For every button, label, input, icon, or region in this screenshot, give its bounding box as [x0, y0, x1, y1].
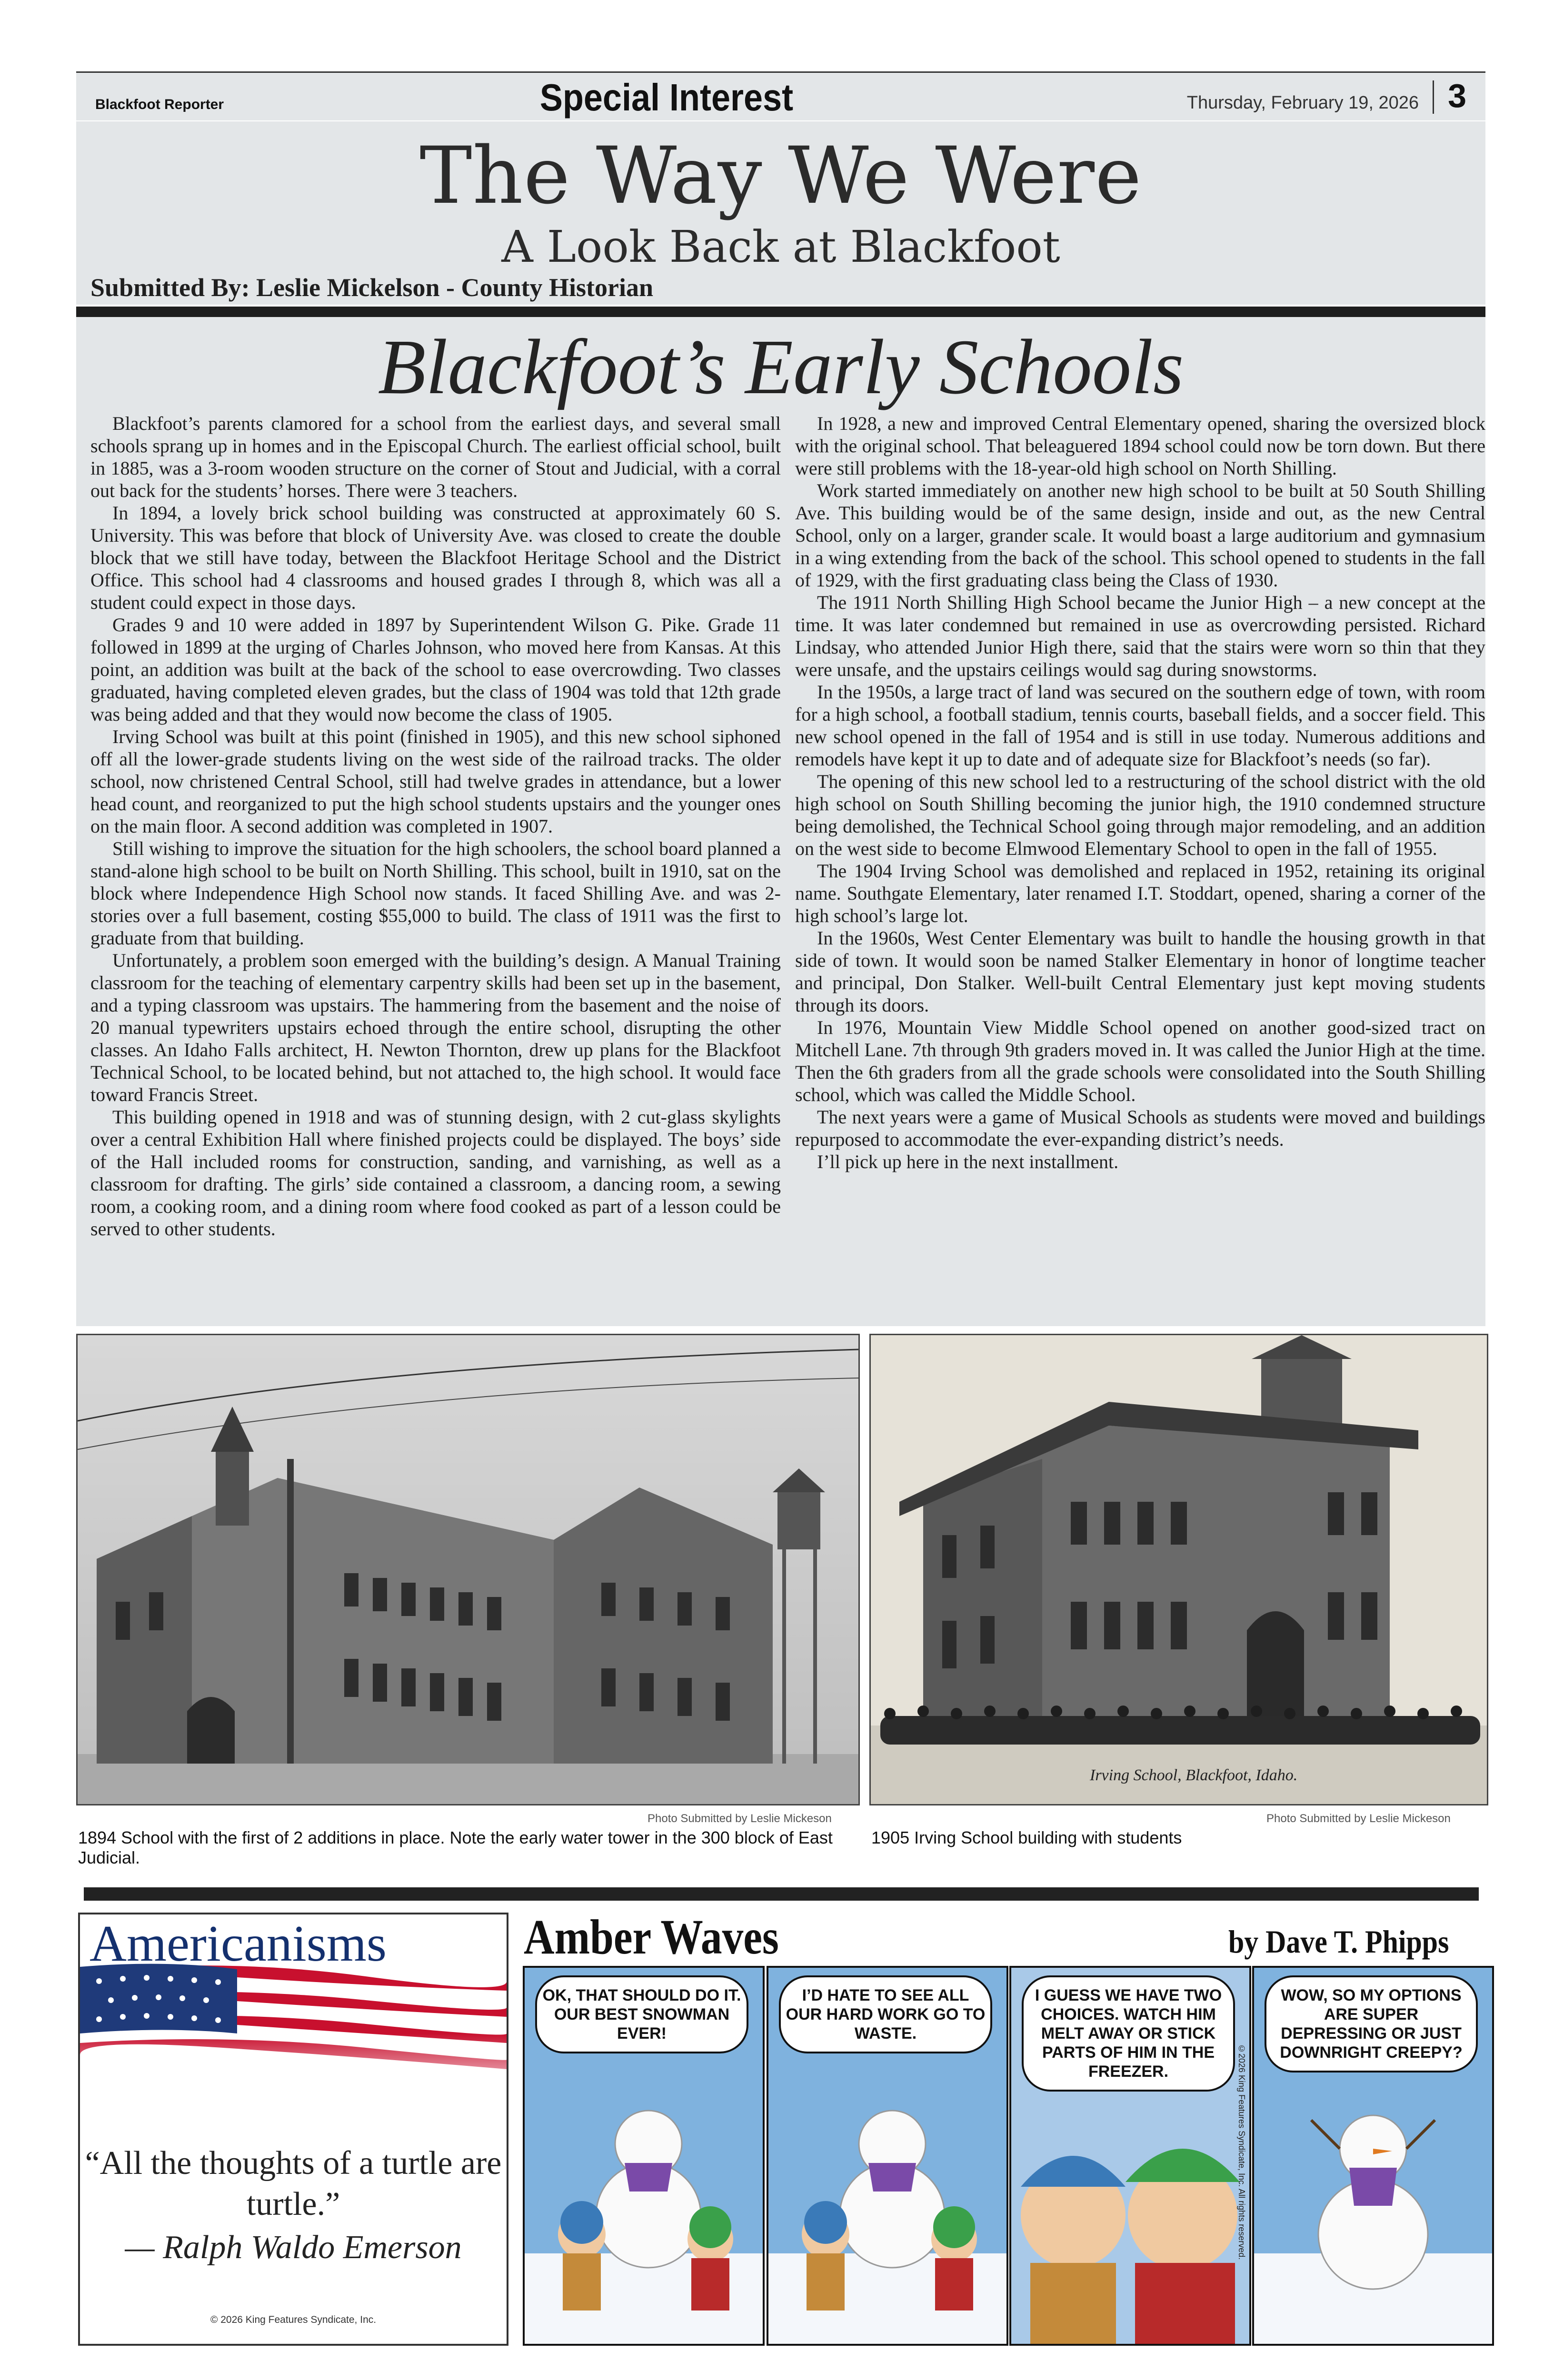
paragraph: In 1894, a lovely brick school building was constructed at approximately 60 S. University. This was before that block of University Ave. was closed to create the double block that we still have today, between the Blackfoot Heritage School and the District Office. This school had 4 classrooms and housed grades I through 8, which was all a student could expect in those days.	[90, 502, 781, 613]
article-column-1	[90, 412, 781, 1240]
page-number: 3	[1448, 77, 1466, 114]
header-strip	[76, 71, 1485, 120]
comic-title: Amber Waves	[524, 1910, 779, 1964]
speech-bubble: I GUESS WE HAVE TWO CHOICES. WATCH HIM MELT AWAY OR STICK PARTS OF HIM IN THE FREEZER.	[1022, 1975, 1235, 2092]
photo-irving-school	[869, 1334, 1488, 1805]
divider	[1433, 80, 1434, 114]
photo-caption: 1905 Irving School building with students	[871, 1828, 1182, 1847]
divider-rule	[84, 1887, 1479, 1901]
comic-panel-3	[1009, 1966, 1251, 2346]
paragraph: Blackfoot’s parents clamored for a school from the earliest days, and several small schools sprang up in homes and in the Episcopal Church. The earliest official school, built in 1885, was a 3-room wooden structure on the corner of Stout and Judicial, with a corral out back for the students’ horses. There were 3 teachers.	[90, 413, 781, 501]
paragraph: In 1928, a new and improved Central Elementary opened, sharing the oversized block with the original school. That beleaguered 1894 school could now be torn down. But there were still problems with the 18-year-old high school on North Shilling.	[795, 413, 1485, 479]
photo-caption: 1894 School with the first of 2 additions in place. Note the early water tower in the 300 block of East Judicial.	[78, 1828, 833, 1867]
paragraph: The 1911 North Shilling High School became the Junior High – a new concept at the time. It was later condemned but remained in use as overcrowding persisted. Richard Lindsay, who attended Junior High there, said that the stairs were worn so thin that they were unsafe, and the upstairs ceilings would sag during snowstorms.	[795, 592, 1485, 680]
paragraph: In the 1950s, a large tract of land was secured on the southern edge of town, with room for a high school, a football stadium, tennis courts, baseball fields, and a soccer field. This new school opened in the fall of 1954 and is still in use today. Numerous additions and remodels have kept it up to date and of adequate size for Blackfoot’s needs (so far).	[795, 681, 1485, 770]
section-title: Special Interest	[539, 76, 794, 119]
paragraph: The 1904 Irving School was demolished and replaced in 1952, retaining its original name. Southgate Elementary, later renamed I.T. Stoddart, opened, sharing a corner of the high school’s large lot.	[795, 860, 1485, 926]
comic-copyright: ©2026 King Features Syndicate, Inc. All rights reserved.	[1237, 2044, 1246, 2260]
paragraph: Still wishing to improve the situation for the high schoolers, the school board planned a stand-alone high school to be built on North Shilling. This school, built in 1910, sat on the block where Independence High School now stands. It faced Shilling Ave. and was 2-stories over a full basement, costing $55,000 to build. The class of 1911 was the first to graduate from that building.	[90, 838, 781, 949]
americanisms-box	[78, 1913, 508, 2346]
comic-byline: by Dave T. Phipps	[1228, 1924, 1449, 1960]
photo-credit: Photo Submitted by Leslie Mickeson	[1266, 1812, 1451, 1825]
masthead	[76, 121, 1485, 305]
quote-text: “All the thoughts of a turtle are turtle.”	[85, 2145, 502, 2222]
paragraph: Irving School was built at this point (finished in 1905), and this new school siphoned off all the lower-grade students living on the west side of the railroad tracks. The older school, now christened Central School, still had twelve grades in attendance, but a lower head count, and reorganized to put the high school students upstairs and the younger ones on the main floor. A second addition was completed in 1907.	[90, 726, 781, 837]
comic-panel-4	[1252, 1966, 1494, 2346]
issue-date: Thursday, February 19, 2026	[1186, 93, 1419, 113]
article-column-2	[795, 412, 1485, 1173]
paragraph: In the 1960s, West Center Elementary was built to handle the housing growth in that side of town. It would soon be named Stalker Elementary in honor of longtime teacher and principal, Don Stalker. Well-built Central Elementary just kept moving students through its doors.	[795, 927, 1485, 1016]
paragraph: The opening of this new school led to a restructuring of the school district with the old high school on South Shilling becoming the junior high, the 1910 condemned structure being demolished, the Technical School going through major remodeling, and an addition on the west side to become Elmwood Elementary School to open in the fall of 1955.	[795, 771, 1485, 859]
photo-inscription: Irving School, Blackfoot, Idaho.	[1090, 1766, 1298, 1784]
divider-rule	[76, 307, 1485, 317]
photo-credit: Photo Submitted by Leslie Mickeson	[648, 1812, 832, 1825]
quote-author: — Ralph Waldo Emerson	[125, 2229, 462, 2266]
americanisms-title: Americanisms	[90, 1915, 387, 1972]
masthead-subtitle: A Look Back at Blackfoot	[501, 221, 1060, 272]
paragraph: I’ll pick up here in the next installment.	[817, 1151, 1119, 1172]
speech-bubble: OK, THAT SHOULD DO IT. OUR BEST SNOWMAN EVER!	[535, 1975, 748, 2053]
paragraph: This building opened in 1918 and was of stunning design, with 2 cut-glass skylights over a central Exhibition Hall where finished projects could be displayed. The boys’ side of the Hall included rooms for construction, sanding, and varnishing, as well as a classroom for drafting. The girls’ side contained a classroom, a dancing room, a sewing room, a cooking room, and a dining room where food cooked as part of a lesson could be served to other students.	[90, 1106, 781, 1240]
photo-1894-school	[76, 1334, 860, 1805]
paragraph: Work started immediately on another new high school to be built at 50 South Shilling Ave. This building would be of the same design, inside and out, as the new Central School, only on a larger, grander scale. It would boast a large auditorium and gymnasium in a wing extending from the back of the school. This school opened to students in the fall of 1929, with the first graduating class being the Class of 1930.	[795, 480, 1485, 591]
paragraph: Unfortunately, a problem soon emerged with the building’s design. A Manual Training classroom for the teaching of elementary carpentry skills had been set up in the basement, and a typing classroom was upstairs. The hammering from the basement and the noise of 20 manual typewriters upstairs echoed through the entire school, disrupting the other classes. An Idaho Falls architect, H. Newton Thornton, drew up plans for the Blackfoot Technical School, to be located behind, but not attached to, the high school. It would face toward Francis Street.	[90, 950, 781, 1105]
paper-name: Blackfoot Reporter	[95, 97, 224, 112]
comic-panel-2	[767, 1966, 1008, 2346]
paragraph: In 1976, Mountain View Middle School opened on another good-sized tract on Mitchell Lane. 7th through 9th graders moved in. It was called the Junior High at the time. Then the 6th graders from all the grade schools were consolidated into the South Shilling school, which was called the Middle School.	[795, 1017, 1485, 1105]
paragraph: The next years were a game of Musical Schools as students were moved and buildings repurposed to accommodate the ever-expanding district’s needs.	[795, 1106, 1485, 1150]
masthead-title: The Way We Were	[419, 130, 1142, 221]
article	[76, 317, 1485, 1326]
article-headline: Blackfoot’s Early Schools	[378, 323, 1184, 410]
copyright: © 2026 King Features Syndicate, Inc.	[210, 2314, 377, 2325]
irving-school-illustration	[871, 1335, 1487, 1804]
school-1894-illustration	[78, 1335, 858, 1804]
byline: Submitted By: Leslie Mickelson - County Historian	[90, 273, 654, 302]
comic-panel-1	[523, 1966, 765, 2346]
american-flag-icon	[80, 1962, 507, 2105]
paragraph: Grades 9 and 10 were added in 1897 by Superintendent Wilson G. Pike. Grade 11 followed in 1899 at the urging of Charles Johnson, who moved here from Kansas. At this point, an addition was built at the back of the school to ease overcrowding. Two classes graduated, having completed eleven grades, but the class of 1904 was told that 12th grade was being added and that they would now become the class of 1905.	[90, 614, 781, 725]
speech-bubble: I’D HATE TO SEE ALL OUR HARD WORK GO TO WASTE.	[779, 1975, 992, 2053]
speech-bubble: WOW, SO MY OPTIONS ARE SUPER DEPRESSING OR JUST DOWNRIGHT CREEPY?	[1265, 1975, 1478, 2073]
